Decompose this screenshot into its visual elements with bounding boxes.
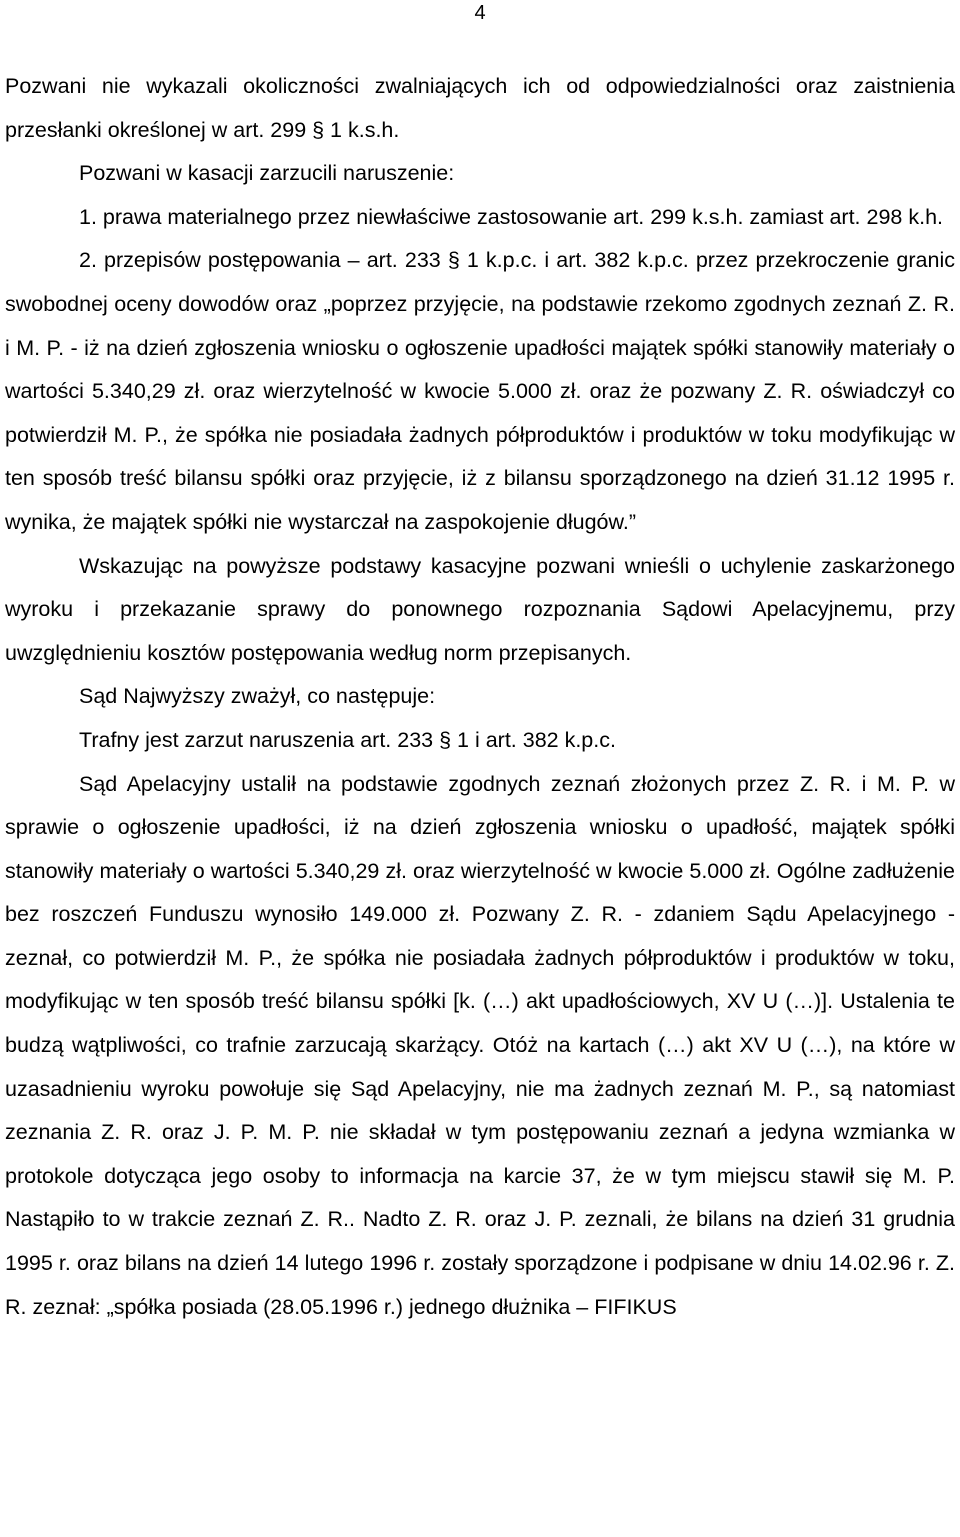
paragraph-cassation-charges: Pozwani w kasacji zarzucili naruszenie: (79, 161, 455, 186)
document-body (5, 65, 955, 1329)
list-item-procedural-law: 2. przepisów postępowania – art. 233 § 1 k.p.c. i art. 382 k.p.c. przez przekroczenie granic swobodnej oceny dowodów oraz „poprzez przyjęcie, na podstawie rzekomo zgodnych zeznań Z. R. i M. P. - iż na dzień zgłoszenia wniosku o ogłoszenie upadłości majątek spółki stanowiły materiały o wartości 5.340,29 zł. oraz wierzytelność w kwocie 5.000 zł. oraz że pozwany Z. R. oświadczył co potwierdził M. P., że spółka nie posiadała żadnych półproduktów i produktów w toku modyfikując w ten sposób treść bilansu spółki oraz przyjęcie, iż z bilansu sporządzonego na dzień 31.12 1995 r. wynika, że majątek spółki nie wystarczał na zaspokojenie długów.” (5, 248, 955, 534)
paragraph-charge-justified: Trafny jest zarzut naruszenia art. 233 § 1 i art. 382 k.p.c. (79, 727, 616, 752)
list-item-substantive-law: 1. prawa materialnego przez niewłaściwe zastosowanie art. 299 k.s.h. zamiast art. 298 k.h. (79, 204, 943, 229)
paragraph-court-findings: Sąd Apelacyjny ustalił na podstawie zgodnych zeznań złożonych przez Z. R. i M. P. w sprawie o ogłoszenie upadłości, iż na dzień zgłoszenia wniosku o upadłość, majątek spółki stanowiły materiały o wartości 5.340,29 zł. oraz wierzytelność w kwocie 5.000 zł. Ogólne zadłużenie bez roszczeń Funduszu wynosiło 149.000 zł. Pozwany Z. R. - zdaniem Sądu Apelacyjnego - zeznał, co potwierdził M. P., że spółka nie posiadała żadnych półproduktów i produktów w toku, modyfikując w ten sposób treść bilansu spółki [k. (…) akt upadłościowych, XV U (…)]. Ustalenia te budzą wątpliwości, co trafnie zarzucają skarżący. Otóż na kartach (…) akt XV U (…), na które w uzasadnieniu wyroku powołuje się Sąd Apelacyjny, nie ma żadnych zeznań M. P., są natomiast zeznania Z. R. oraz J. P. M. P. nie składał w tym postępowaniu zeznań a jedyna wzmianka w protokole dotycząca jego osoby to informacja na karcie 37, że w tym miejscu stawił się M. P. Nastąpiło to w trakcie zeznań Z. R.. Nadto Z. R. oraz J. P. zeznali, że bilans na dzień 31 grudnia 1995 r. oraz bilans na dzień 14 lutego 1996 r. zostały sporządzone i podpisane w dniu 14.02.96 r. Z. R. zeznał: „spółka posiada (28.05.1996 r.) jednego dłużnika – FIFIKUS (5, 771, 955, 1319)
paragraph-defendants-circumstances: Pozwani nie wykazali okoliczności zwalniających ich od odpowiedzialności oraz zaistnienia przesłanki określonej w art. 299 § 1 k.s.h. (5, 74, 955, 142)
paragraph-cassation-request: Wskazując na powyższe podstawy kasacyjne pozwani wnieśli o uchylenie zaskarżonego wyroku i przekazanie sprawy do ponownego rozpoznania Sądowi Apelacyjnemu, przy uwzględnieniu kosztów postępowania według norm przepisanych. (5, 553, 955, 665)
paragraph-supreme-court-heading: Sąd Najwyższy zważył, co następuje: (79, 684, 436, 709)
page-number: 4 (474, 2, 486, 24)
